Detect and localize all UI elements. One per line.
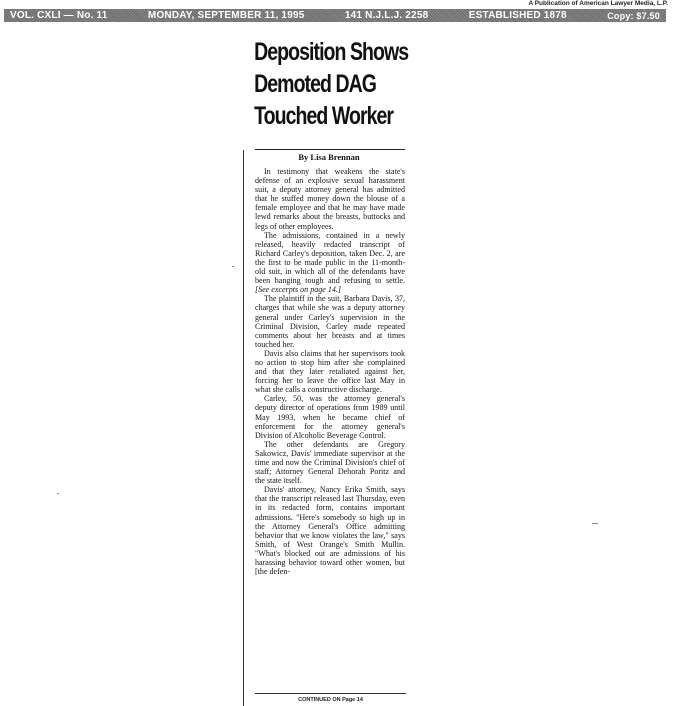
paragraph-2-text: The admissions, contained in a newly released, heavily redacted transcript of Richard Carley's deposition, taken Dec. 2, are the first to be made public in the 11-month-old suit, in which all of the defendants have been hanging tough and refusing to settle. (255, 230, 405, 286)
article-body (255, 167, 405, 576)
paragraph-2 (255, 231, 405, 295)
masthead-bar (4, 9, 666, 22)
copy-price: Copy: $7.50 (607, 10, 660, 21)
paragraph-6: The other defendants are Gregory Sakowicz, Davis' immediate supervisor at the time and now the Criminal Division's chief of staff; Attorney General Deborah Poritz and the state itself. (255, 439, 405, 486)
headline-line-2: Demoted DAG (254, 70, 377, 98)
scan-speck (232, 266, 234, 267)
headline-line-1: Deposition Shows (254, 38, 409, 66)
scan-speck (592, 523, 598, 524)
headline (251, 36, 409, 132)
continued-rule (255, 693, 406, 694)
see-excerpts-note: [See excerpts on page 14.] (255, 285, 342, 295)
paragraph-3: The plaintiff in the suit, Barbara Davis, 37, charges that while she was a deputy attorney general under Carley's supervision in the Criminal Division, Carley made repeated comments about her breasts and at times touched her. (255, 294, 405, 349)
byline-rule (255, 149, 405, 150)
publisher-line: A Publication of American Lawyer Media, L.P. (528, 0, 668, 7)
issue-date: MONDAY, SEPTEMBER 11, 1995 (147, 10, 305, 21)
headline-line-3: Touched Worker (254, 102, 394, 130)
column-divider (243, 150, 244, 706)
paragraph-1: In testimony that weakens the state's defense of an explosive sexual harassment suit, a deputy attorney general has admitted that he stuffed money down the blouse of a female employee and that he may have made lewd remarks about the breasts, buttocks and legs of other employees. (255, 167, 405, 231)
paragraph-5: Carley, 50, was the attorney general's deputy director of operations from 1989 until May 1993, when he became chief of enforcement for the attorney general's Division of Alcoholic Beverage Control. (255, 394, 405, 440)
article-column (251, 36, 409, 577)
continued-note: CONTINUED ON Page 14 (298, 697, 363, 703)
byline: By Lisa Brennan (298, 152, 360, 162)
paragraph-7: Davis' attorney, Nancy Erika Smith, says that the transcript released last Thursday, even in its redacted form, contains important admissions. "Here's somebody so high up in the Attorney General's Office admitting behavior that we know violates the law," says Smith, of West Orange's Smith Mullin. "What's blocked out are admissions of his harassing behavior toward other women, but [the defen- (255, 485, 405, 577)
volume-number: VOL. CXLI — No. 11 (10, 10, 108, 21)
paragraph-4: Davis also claims that her supervisors took no action to stop him after she complained and that they later retaliated against her, forcing her to leave the office last May in what she calls a constructive discharge. (255, 348, 405, 395)
scan-speck (57, 493, 59, 494)
established-year: ESTABLISHED 1878 (468, 10, 567, 21)
journal-citation: 141 N.J.L.J. 2258 (344, 10, 429, 21)
